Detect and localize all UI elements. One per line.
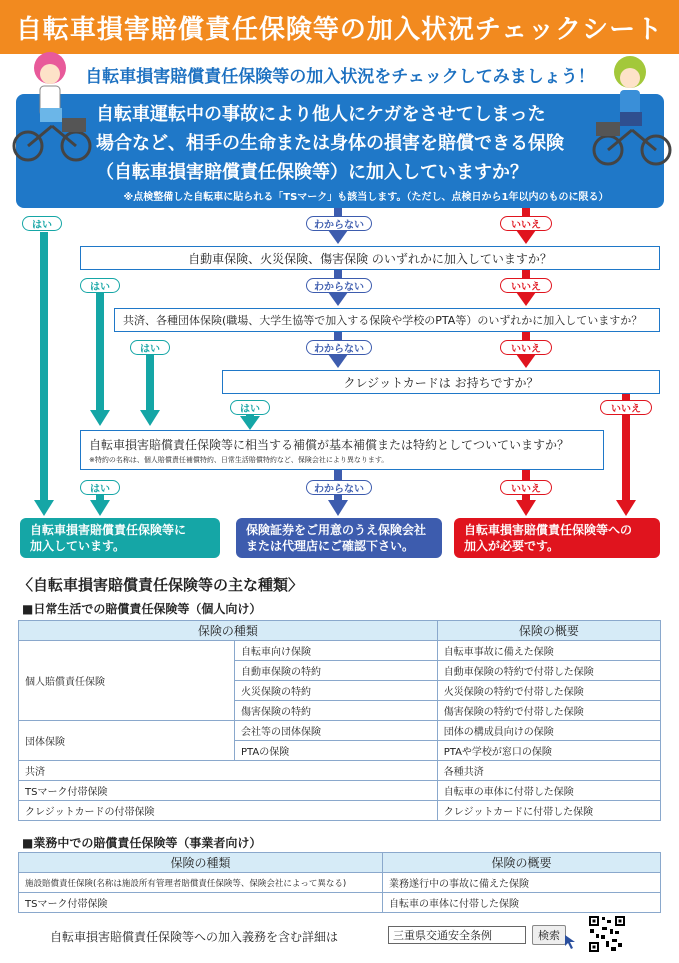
qr-code-icon[interactable] bbox=[588, 915, 626, 953]
table-cell: クレジットカードに付帯した保険 bbox=[437, 801, 660, 821]
group-group-insurance: 団体保険 bbox=[19, 721, 235, 761]
footer-text: 自転車損害賠償責任保険等への加入義務を含む詳細は bbox=[50, 930, 339, 944]
table-cell: 自転車向け保険 bbox=[235, 641, 438, 661]
personal-col-summary: 保険の概要 bbox=[437, 621, 660, 641]
subtitle: 自転車損害賠償責任保険等の加入状況をチェックしてみましょう！ bbox=[85, 67, 595, 87]
result-yes-line2: 加入しています。 bbox=[30, 539, 126, 553]
table-cell: TSマーク付帯保険 bbox=[19, 781, 438, 801]
unknown-label-2: わからない bbox=[306, 278, 372, 293]
main-question-note: ※点検整備した自転車に貼られる「TSマーク」も該当します。（ただし、点検日から1年以内のものに限る） bbox=[123, 192, 609, 203]
yes-label-2: はい bbox=[80, 278, 120, 293]
no-label-2: いいえ bbox=[500, 278, 552, 293]
result-yes-line1: 自転車損害賠償責任保険等に bbox=[30, 523, 187, 537]
result-unknown-line2: または代理店にご確認下さい。 bbox=[246, 539, 415, 553]
business-col-type: 保険の種類 bbox=[19, 853, 383, 873]
search-input[interactable]: 三重県交通安全条例 bbox=[388, 926, 526, 944]
main-question-line2: 場合など、相手の生命または身体の損害を賠償できる保険 bbox=[96, 133, 564, 154]
table-cell: 共済 bbox=[19, 761, 438, 781]
search-button[interactable]: 検索 bbox=[532, 925, 566, 945]
table-cell: クレジットカードの付帯保険 bbox=[19, 801, 438, 821]
table-cell: 会社等の団体保険 bbox=[235, 721, 438, 741]
table-cell: 傷害保険の特約 bbox=[235, 701, 438, 721]
table-cell: 火災保険の特約で付帯した保険 bbox=[437, 681, 660, 701]
result-no bbox=[454, 518, 660, 558]
table-cell: PTAの保険 bbox=[235, 741, 438, 761]
question-5 bbox=[80, 430, 604, 470]
result-no-line1: 自転車損害賠償責任保険等への bbox=[464, 523, 633, 537]
question-5-note: ※特約の名称は、個人賠償責任補償特約、日常生活賠償特約など、保険会社により異なります。 bbox=[89, 455, 389, 464]
table-cell: 自転車の車体に付帯した保険 bbox=[383, 893, 661, 913]
table-cell: 自動車保険の特約で付帯した保険 bbox=[437, 661, 660, 681]
table-cell: 施設賠償責任保険(名称は施設所有管理者賠償責任保険等、保険会社によって異なる) bbox=[19, 873, 383, 893]
table-cell: 業務遂行中の事故に備えた保険 bbox=[383, 873, 661, 893]
question-2: 自動車保険、火災保険、傷害保険 のいずれかに加入していますか？ bbox=[80, 246, 660, 270]
group-personal-liability: 個人賠償責任保険 bbox=[19, 641, 235, 721]
table-cell: TSマーク付帯保険 bbox=[19, 893, 383, 913]
table-row bbox=[19, 761, 661, 781]
no-label-1: いいえ bbox=[500, 216, 552, 231]
table-cell: 各種共済 bbox=[437, 761, 660, 781]
cursor-icon bbox=[564, 934, 578, 950]
page-title: 自転車損害賠償責任保険等の加入状況チェックシート bbox=[15, 14, 664, 45]
table-cell: 火災保険の特約 bbox=[235, 681, 438, 701]
result-unknown-line1: 保険証券をご用意のうえ保険会社 bbox=[246, 523, 427, 537]
table-cell: 団体の構成員向けの保険 bbox=[437, 721, 660, 741]
table-cell: 自転車の車体に付帯した保険 bbox=[437, 781, 660, 801]
table-cell: 自動車保険の特約 bbox=[235, 661, 438, 681]
unknown-label-5: わからない bbox=[306, 480, 372, 495]
no-label-3: いいえ bbox=[500, 340, 552, 355]
table-row bbox=[19, 801, 661, 821]
business-table bbox=[18, 852, 661, 913]
no-label-4: いいえ bbox=[600, 400, 652, 415]
table-row bbox=[19, 781, 661, 801]
business-col-summary: 保険の概要 bbox=[383, 853, 661, 873]
table-cell: 傷害保険の特約で付帯した保険 bbox=[437, 701, 660, 721]
unknown-label-3: わからない bbox=[306, 340, 372, 355]
yes-label-3: はい bbox=[130, 340, 170, 355]
result-no-line2: 加入が必要です。 bbox=[464, 539, 560, 553]
table-row bbox=[19, 721, 661, 741]
personal-table bbox=[18, 620, 661, 821]
main-question-line3: （自転車損害賠償責任保険等）に加入していますか？ bbox=[96, 162, 528, 183]
unknown-label-1: わからない bbox=[306, 216, 372, 231]
personal-col-type: 保険の種類 bbox=[19, 621, 438, 641]
yes-label-4: はい bbox=[230, 400, 270, 415]
question-4: クレジットカードは お持ちですか？ bbox=[222, 370, 660, 394]
table-row bbox=[19, 873, 661, 893]
yes-label-1: はい bbox=[22, 216, 62, 231]
table-row bbox=[19, 641, 661, 661]
result-yes bbox=[20, 518, 220, 558]
no-label-5: いいえ bbox=[500, 480, 552, 495]
yes-label-5: はい bbox=[80, 480, 120, 495]
personal-title: ■日常生活での賠償責任保険等（個人向け） bbox=[22, 602, 262, 616]
table-row bbox=[19, 893, 661, 913]
types-title: 〈自転車損害賠償責任保険等の主な種類〉 bbox=[18, 576, 304, 594]
question-3: 共済、各種団体保険(職場、大学生協等で加入する保険や学校のPTA等）のいずれかに加入していますか？ bbox=[114, 308, 660, 332]
main-question-line1: 自転車運転中の事故により他人にケガをさせてしまった bbox=[96, 104, 546, 125]
question-5-text: 自転車損害賠償責任保険等に相当する補償が基本補償または特約としてついていますか？ bbox=[89, 437, 570, 452]
table-cell: PTAや学校が窓口の保険 bbox=[437, 741, 660, 761]
business-title: ■業務中での賠償責任保険等（事業者向け） bbox=[22, 836, 262, 850]
table-cell: 自転車事故に備えた保険 bbox=[437, 641, 660, 661]
result-unknown bbox=[236, 518, 442, 558]
